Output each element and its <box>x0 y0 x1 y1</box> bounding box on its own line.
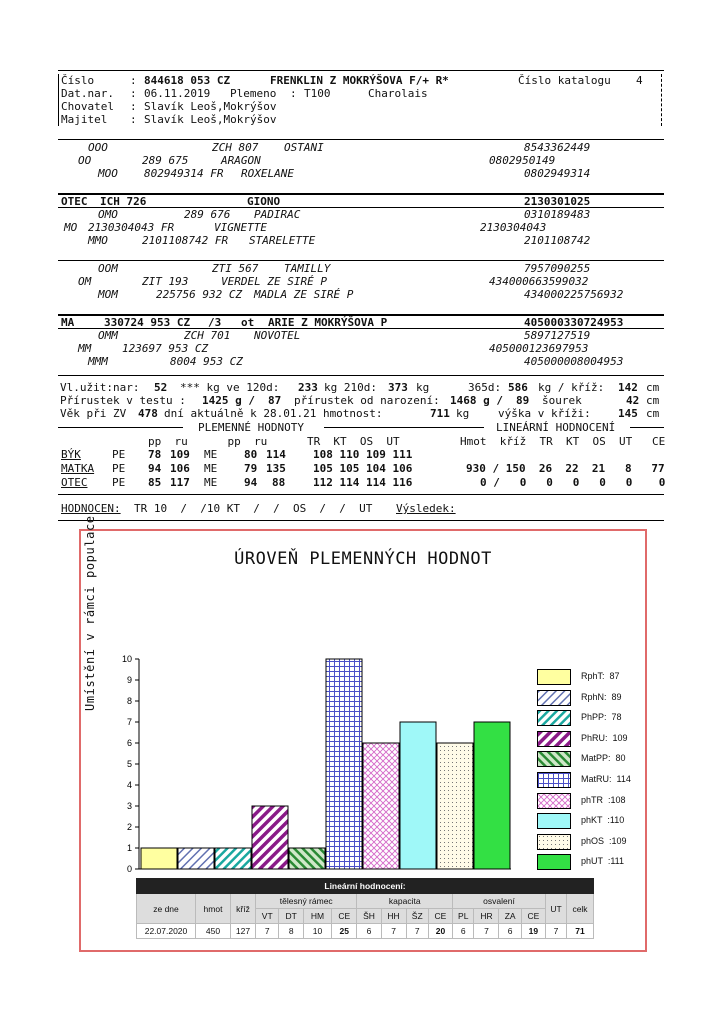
bar-matpp <box>289 848 325 869</box>
cell: 20 <box>428 924 452 939</box>
cell: 71 <box>567 924 594 939</box>
cell: 8 <box>279 924 303 939</box>
cell: 7 <box>474 924 499 939</box>
legend-swatch <box>537 772 571 788</box>
rule <box>58 494 664 495</box>
plemeno-name: Charolais <box>368 87 428 100</box>
cell: 450 <box>196 924 231 939</box>
ped-mmm: MMM 8004 953 CZ 405000008004953 <box>88 355 624 368</box>
legend-label: PhRU: 109 <box>581 732 628 743</box>
rule <box>58 520 664 521</box>
ped-omo: OMO 289 676 PADIRAC 0310189483 <box>98 208 591 221</box>
breeding-title: PLEMENNÉ HODNOTY <box>198 421 304 434</box>
rule <box>630 427 664 428</box>
col-vt: VT <box>256 909 279 924</box>
breeding-row-matka: MATKA PE 94 106 ME 79 135 105 105 104 106 930 / 150 26 22 21 8 77 <box>61 462 665 475</box>
header-line-2: Dat.nar. : 06.11.2019 Plemeno : T100 Charolais <box>61 87 428 100</box>
y-tick-label: 9 <box>126 675 132 685</box>
legend-label: phKT :110 <box>581 815 625 826</box>
group-ramec: tělesný rámec <box>256 894 357 909</box>
legend-swatch <box>537 813 571 829</box>
col-sh: ŠH <box>357 909 381 924</box>
cell: 22.07.2020 <box>137 924 196 939</box>
ped-moo: MOO 802949314 FR ROXELANE 0802949314 <box>98 167 591 180</box>
rule <box>324 427 484 428</box>
katalog-label: Číslo katalogu <box>518 74 611 87</box>
y-axis-label: Umístění v rámci populace <box>83 515 97 711</box>
cell: 6 <box>499 924 521 939</box>
cell: 7 <box>546 924 567 939</box>
col-hr: HR <box>474 909 499 924</box>
katalog-value: 4 <box>636 74 643 87</box>
y-tick-label: 5 <box>126 759 132 769</box>
y-tick-label: 7 <box>126 717 132 727</box>
group-kapacita: kapacita <box>357 894 453 909</box>
legend-label: RphN: 89 <box>581 691 622 702</box>
perf-line-3: Věk při ZV 478 dní aktuálně k 28.01.21 hmotnost: 711 kg výška v kříži: 145 cm <box>60 407 660 420</box>
col-za: ZA <box>499 909 521 924</box>
linear-title: LINEÁRNÍ HODNOCENÍ <box>496 421 616 434</box>
header-line-3: Chovatel : Slavík Leoš,Mokrýšov <box>61 100 277 113</box>
col-pl: PL <box>453 909 474 924</box>
cell: 6 <box>357 924 381 939</box>
col-kriz: kříž <box>231 894 256 924</box>
col-celk: celk <box>567 894 594 924</box>
ped-om: OM ZIT 193 VERDEL ZE SIRÉ P 434000663599032 <box>78 275 589 288</box>
col-ce1: CE <box>332 909 357 924</box>
ped-ooo: OOO ZCH 807 OSTANI 8543362449 <box>88 141 591 154</box>
col-ce3: CE <box>521 909 545 924</box>
legend-label: phOS :109 <box>581 835 627 846</box>
perf-line-1: Vl.užit:nar: 52 *** kg ve 120d: 233 kg 210d: 373 kg 365d: 586 kg / kříž: 142 cm <box>60 381 660 394</box>
datnar-value: 06.11.2019 <box>144 87 211 100</box>
legend-label: phTR :108 <box>581 794 626 805</box>
breeding-col-header: pp ru pp ru TR KT OS UT Hmot kříž TR KT OS UT CE <box>148 435 666 448</box>
bars <box>141 659 510 869</box>
majitel-value: Slavík Leoš,Mokrýšov <box>144 113 277 126</box>
cell: 7 <box>381 924 406 939</box>
chovatel-value: Slavík Leoš,Mokrýšov <box>144 100 277 113</box>
y-tick-label: 6 <box>126 738 132 748</box>
plemeno-label: Plemeno <box>230 87 277 100</box>
ped-omm: OMM ZCH 701 NOVOTEL 5897127519 <box>98 329 591 342</box>
cell: 7 <box>256 924 279 939</box>
legend-swatch <box>537 690 571 706</box>
legend-swatch <box>537 710 571 726</box>
legend-label: MatPP: 80 <box>581 753 626 764</box>
animal-name: FRENKLIN Z MOKRÝŠOVA F/+ R* <box>270 74 449 87</box>
col-ut: UT <box>546 894 567 924</box>
legend-label: phUT :111 <box>581 856 625 867</box>
y-tick-label: 3 <box>126 801 132 811</box>
cislo-label: Číslo <box>61 74 95 87</box>
legend-swatch <box>537 854 571 870</box>
cell: 10 <box>303 924 331 939</box>
bar-phru <box>252 806 288 869</box>
rule <box>58 375 664 376</box>
bar-rphn <box>178 848 214 869</box>
y-tick-label: 10 <box>121 654 132 664</box>
top-rule <box>58 70 664 71</box>
cislo-value: 844618 053 CZ <box>144 74 231 87</box>
legend-swatch <box>537 793 571 809</box>
bar-phtr <box>363 743 399 869</box>
cell: 7 <box>406 924 428 939</box>
legend-swatch <box>537 731 571 747</box>
ped-mom: MOM 225756 932 CZ MADLA ZE SIRÉ P 434000225756932 <box>98 288 624 301</box>
legend-swatch <box>537 669 571 685</box>
datnar-label: Dat.nar. <box>61 87 114 100</box>
ped-otec: OTEC ICH 726 GIONO 2130301025 <box>61 195 591 208</box>
chovatel-label: Chovatel <box>61 100 114 113</box>
bar-rpht <box>141 848 177 869</box>
col-hm: HM <box>303 909 331 924</box>
bar-matru <box>326 659 362 869</box>
majitel-label: Majitel <box>61 113 108 126</box>
y-tick-label: 1 <box>126 843 132 853</box>
legend-label: RphT: 87 <box>581 671 620 681</box>
legend-label: PhPP: 78 <box>581 712 622 723</box>
cell: 25 <box>332 924 357 939</box>
breeding-row-otec: OTEC PE 85 117 ME 94 88 112 114 114 116 0 / 0 0 0 0 0 0 <box>61 476 666 489</box>
chart-title: ÚROVEŇ PLEMENNÝCH HODNOT <box>234 549 492 569</box>
col-dt: DT <box>279 909 303 924</box>
bar-phpp <box>215 848 251 869</box>
bar-phut <box>474 722 510 869</box>
y-tick-label: 4 <box>126 780 132 790</box>
y-tick-label: 0 <box>126 864 132 874</box>
header-line-1: Číslo : 844618 053 CZ FRENKLIN Z MOKRÝŠOVA F/+ R* Číslo katalogu 4 <box>61 74 643 87</box>
linear-table-row <box>137 924 594 939</box>
rule <box>58 139 664 140</box>
group-osvaleni: osvalení <box>453 894 546 909</box>
cell: 127 <box>231 924 256 939</box>
legend-swatch <box>537 751 571 767</box>
y-tick-label: 2 <box>126 822 132 832</box>
col-hmot: hmot <box>196 894 231 924</box>
ped-ma: MA 330724 953 CZ /3 ot ARIE Z MOKRÝŠOVA P 405000330724953 <box>61 316 624 329</box>
col-date: ze dne <box>137 894 196 924</box>
ped-mo: MO 2130304043 FR VIGNETTE 2130304043 <box>64 221 547 234</box>
chart-panel <box>79 515 647 952</box>
linear-evaluation-table <box>136 878 594 939</box>
ped-oo: OO 289 675 ARAGON 0802950149 <box>78 154 556 167</box>
cell: 19 <box>521 924 545 939</box>
cell: 6 <box>453 924 474 939</box>
ped-oom: OOM ZTI 567 TAMILLY 7957090255 <box>98 262 591 275</box>
legend-label: MatRU: 114 <box>581 774 631 784</box>
bar-phos <box>437 743 473 869</box>
rule <box>58 260 664 261</box>
ped-mm: MM 123697 953 CZ 405000123697953 <box>78 342 589 355</box>
perf-line-2: Přírustek v testu : 1425 g / 87 přírustek od narození: 1468 g / 89 šourek 42 cm <box>60 394 660 407</box>
col-ce2: CE <box>428 909 452 924</box>
ped-mmo: MMO 2101108742 FR STARELETTE 2101108742 <box>88 234 591 247</box>
y-tick-label: 8 <box>126 696 132 706</box>
breeding-row-byk: BÝK PE 78 109 ME 80 114 108 110 109 111 <box>61 448 413 461</box>
col-sz: ŠZ <box>406 909 428 924</box>
bar-phkt <box>400 722 436 869</box>
col-hh: HH <box>381 909 406 924</box>
plemeno-value: T100 <box>304 87 331 100</box>
linear-table-title: Lineární hodnocení: <box>137 879 594 894</box>
bar-chart <box>119 641 559 901</box>
header-line-4: Majitel : Slavík Leoš,Mokrýšov <box>61 113 277 126</box>
legend-swatch <box>537 834 571 850</box>
hodnoceni-row: HODNOCEN: TR 10 / /10 KT / / OS / / UT Výsledek: <box>61 502 456 515</box>
